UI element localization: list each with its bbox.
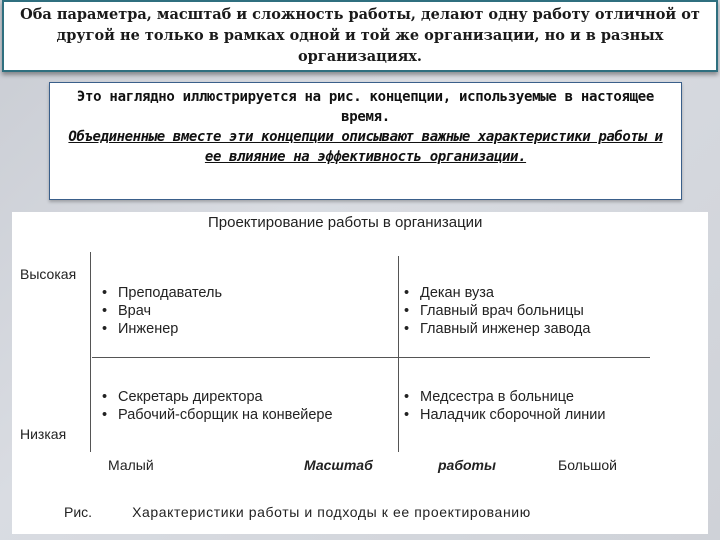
list-item: • Медсестра в больнице (404, 388, 606, 406)
quadrant-divider-horizontal (92, 357, 650, 358)
header-text: Оба параметра, масштаб и сложность работы, делают одну работу отличной от другой не только в рамках одной и той же организации, но и в разных организациях. (20, 6, 700, 65)
y-label-high: Высокая (20, 266, 77, 282)
x-label-scale: Масштаб (304, 457, 373, 473)
caption-label: Рис. (64, 504, 93, 520)
x-label-large: Большой (558, 457, 617, 473)
intro-line-2: Объединенные вместе эти концепции описывают важные характеристики работы и ее влияние на эффективность организации. (68, 129, 663, 165)
list-item: • Секретарь директора (102, 388, 333, 406)
caption-text: Характеристики работы и подходы к ее проектированию (132, 504, 531, 520)
y-label-low: Низкая (20, 426, 67, 442)
figure-title: Проектирование работы в организации (208, 214, 483, 231)
list-item: • Декан вуза (404, 284, 590, 302)
intro-line-1: Это наглядно иллюстрируется на рис. концепции, используемые в настоящее время. (76, 89, 655, 125)
list-item: • Главный инженер завода (404, 320, 590, 338)
quadrant-top-right (404, 284, 590, 338)
figure-caption (64, 504, 571, 520)
intro-text-box (49, 82, 682, 200)
list-item: • Инженер (102, 320, 222, 338)
job-design-figure (12, 212, 708, 534)
quadrant-top-left (102, 284, 222, 338)
list-item: • Главный врач больницы (404, 302, 590, 320)
quadrant-divider-vertical (398, 256, 399, 452)
list-item: • Врач (102, 302, 222, 320)
quadrant-bottom-left (102, 388, 333, 424)
x-label-small: Малый (108, 457, 154, 473)
y-axis-line (90, 252, 91, 452)
x-label-work: работы (438, 457, 496, 473)
list-item: • Наладчик сборочной линии (404, 406, 606, 424)
quadrant-bottom-right (404, 388, 606, 424)
header-text-box (2, 0, 718, 72)
list-item: • Преподаватель (102, 284, 222, 302)
list-item: • Рабочий-сборщик на конвейере (102, 406, 333, 424)
